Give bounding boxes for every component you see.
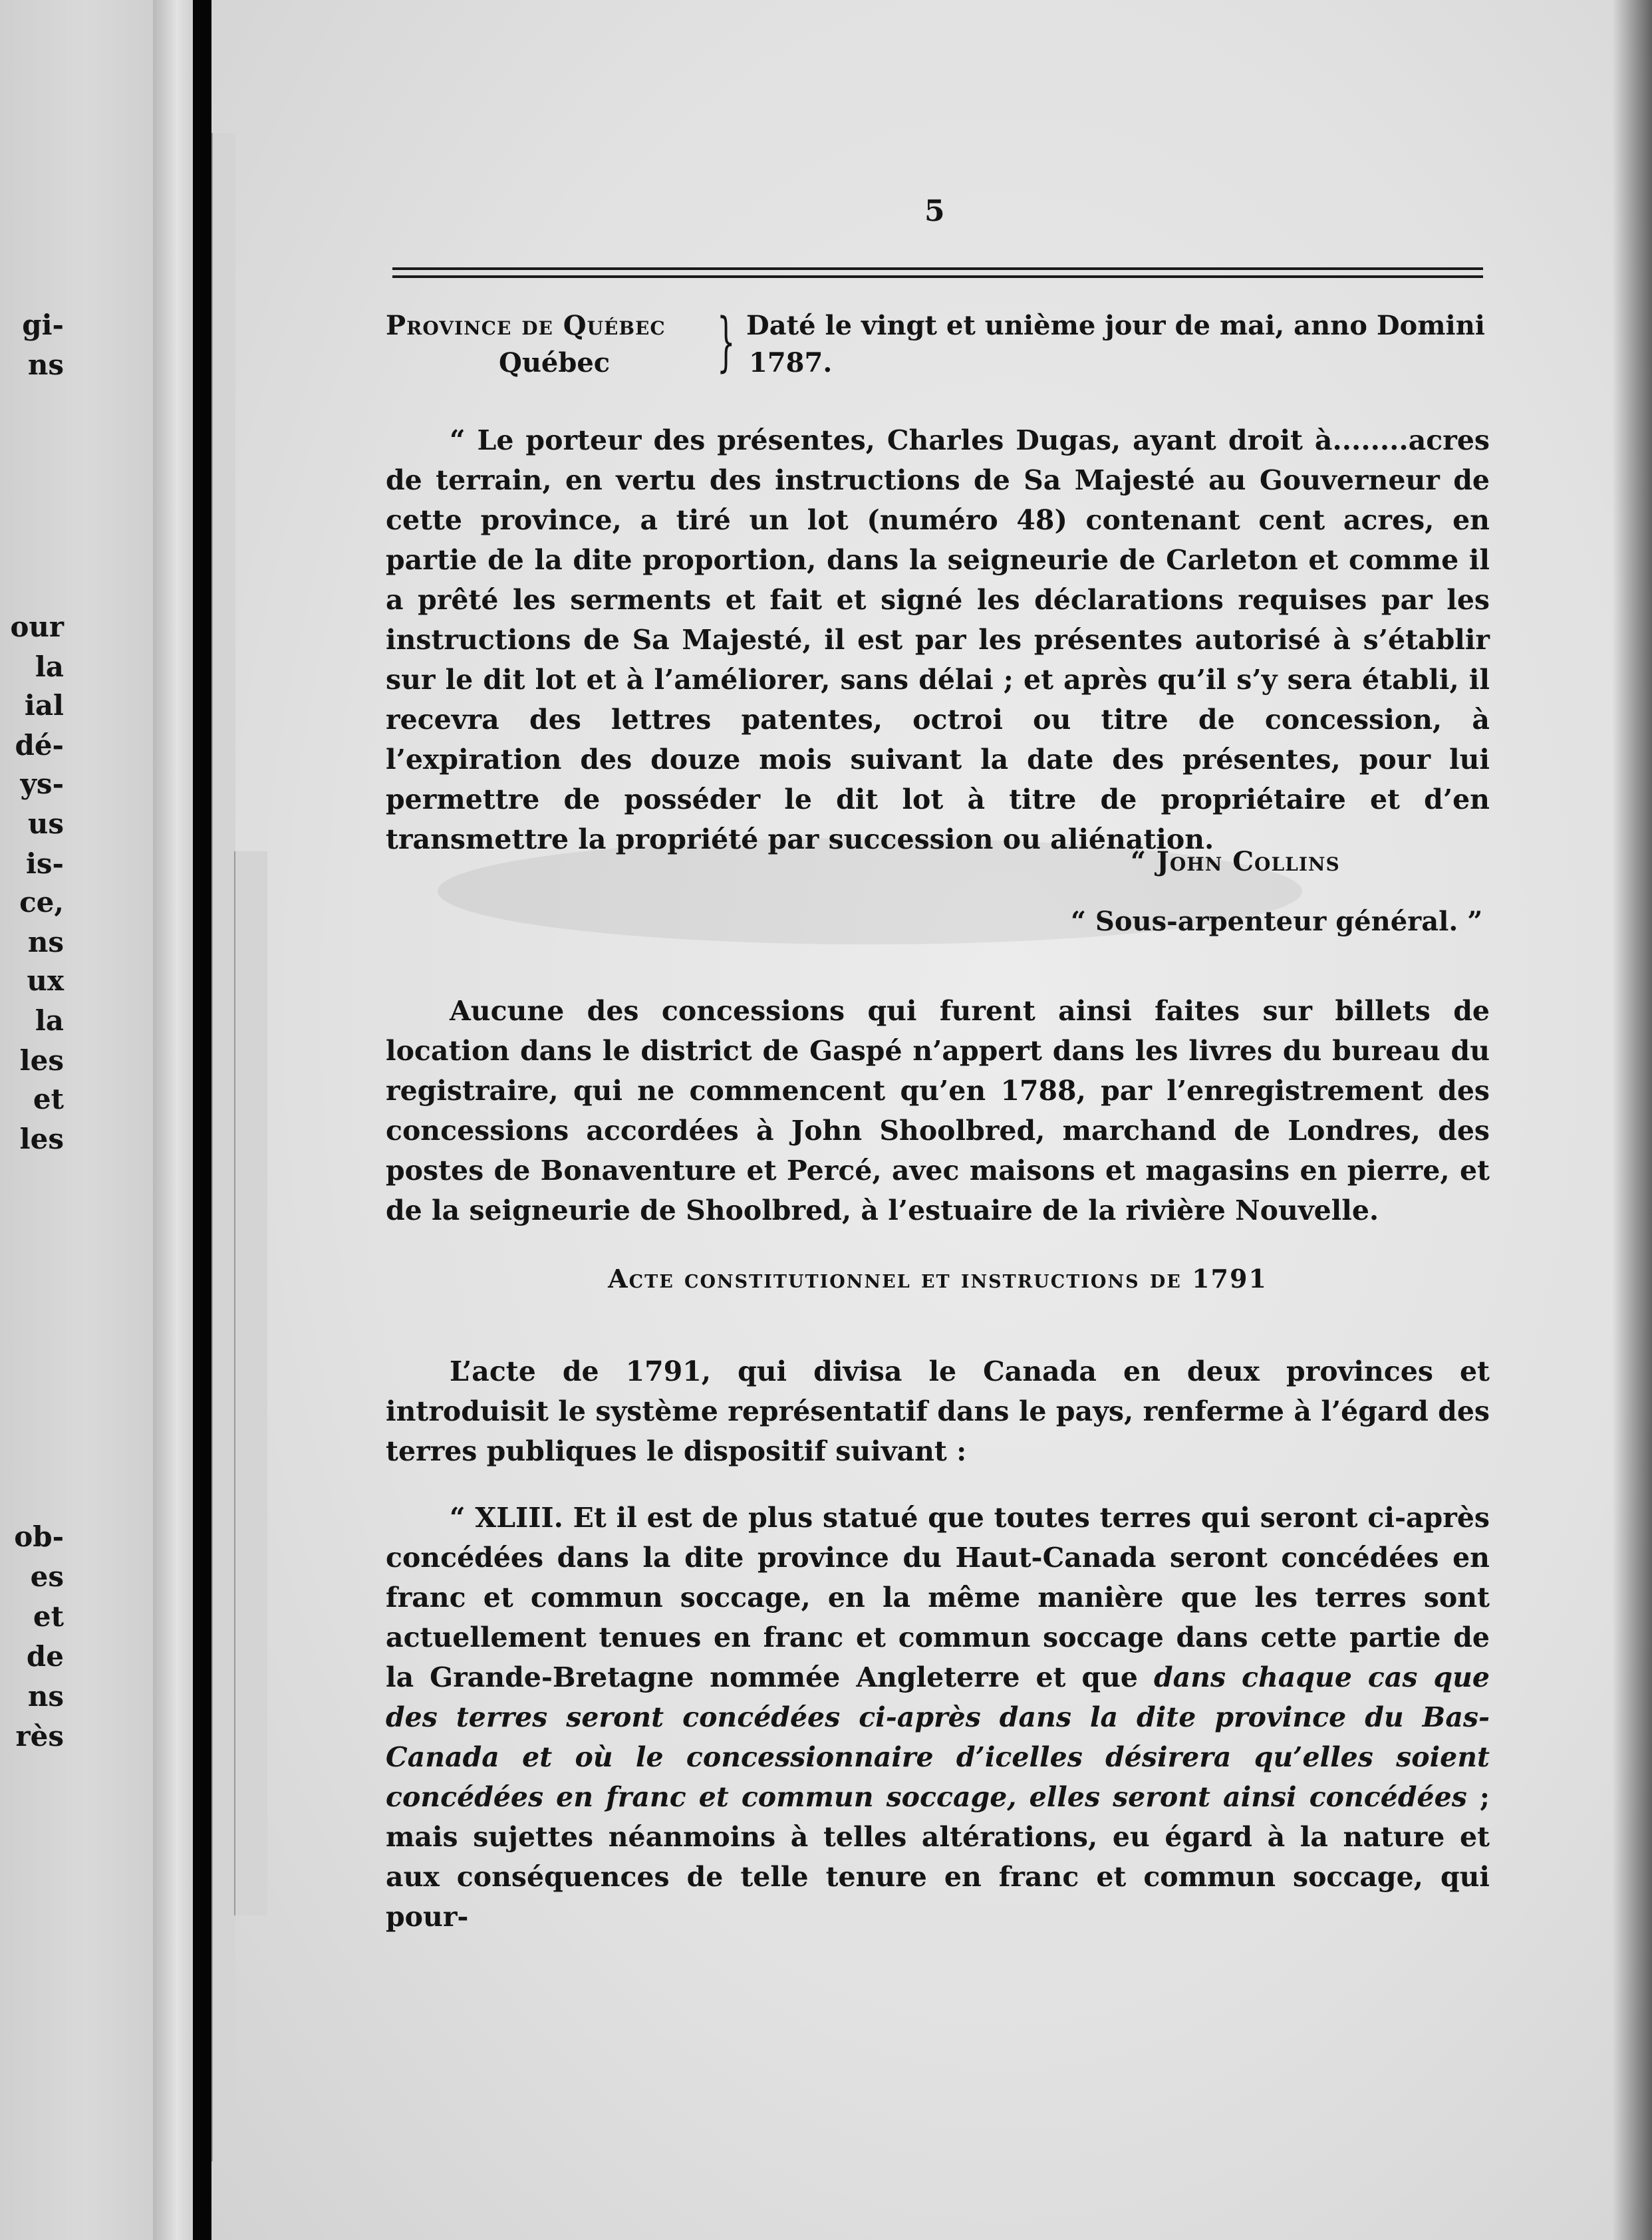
facing-text-fragment: our bbox=[10, 611, 64, 643]
header-date bbox=[746, 307, 1490, 382]
page-fold bbox=[153, 0, 193, 2240]
facing-text-fragment: et bbox=[33, 1600, 64, 1633]
province-label: Province de Québec bbox=[386, 310, 666, 341]
facing-text-fragment: rès bbox=[15, 1720, 64, 1752]
facing-text-fragment: dé- bbox=[15, 729, 64, 762]
header-brace: } bbox=[717, 305, 736, 379]
paragraph-acte-1791: L’acte de 1791, qui divisa le Canada en deux provinces et introduisit le système représentatif dans le pays, renferme à l’égard des terres publiques le dispositif suivant : bbox=[386, 1355, 1490, 1467]
document-header bbox=[386, 307, 1490, 387]
facing-text-fragment: la bbox=[35, 650, 64, 683]
facing-text-fragment: ce, bbox=[19, 886, 64, 918]
header-location bbox=[386, 307, 718, 382]
facing-text-fragment: et bbox=[33, 1083, 64, 1115]
facing-text-fragment: la bbox=[35, 1004, 64, 1037]
book-spine bbox=[193, 0, 211, 2240]
binding-strip bbox=[211, 133, 235, 2162]
page-number: 5 bbox=[924, 194, 945, 228]
signature-title: “ Sous-arpenteur général. ” bbox=[1071, 906, 1483, 937]
article-text: ; mais sujettes néanmoins à telles altérations, eu égard à la nature et aux conséquences de telle tenure en franc et commun soccage, qui pour- bbox=[386, 1781, 1490, 1933]
article-text: “ XLIII. Et il est de plus statué que toutes terres qui seront ci-après concédées dans la dite province du Haut-Canada seront concédées en franc et commun soccage, en la même manière que les terres sont actuellement tenues en franc et commun soccage dans cette partie de la Grande-Bretagne nommée Angleterre et que bbox=[386, 1502, 1490, 1693]
facing-text-fragment: de bbox=[26, 1640, 64, 1673]
facing-text-fragment: ns bbox=[27, 349, 64, 381]
facing-text-fragment: ns bbox=[27, 926, 64, 958]
header-rule bbox=[392, 267, 1483, 270]
header-rule bbox=[392, 275, 1483, 278]
signature-name: “ John Collins bbox=[1131, 846, 1340, 877]
facing-text-fragment: ns bbox=[27, 1680, 64, 1713]
page-edge-shadow bbox=[1612, 0, 1652, 2240]
binding-strip bbox=[234, 851, 267, 1915]
facing-text-fragment: les bbox=[19, 1123, 64, 1155]
article-italic-text: dans chaque cas que des terres seront concédées ci-après dans la dite province du Bas-Canada et où le concessionnaire d’icelles désirera qu’elles soient concédées en franc et commun soccage, elles seront ainsi concédées bbox=[386, 1661, 1490, 1813]
facing-text-fragment: ial bbox=[24, 689, 64, 722]
facing-text-fragment: us bbox=[27, 807, 64, 840]
facing-text-fragment: les bbox=[19, 1044, 64, 1077]
date-line: Daté le vingt et unième jour de mai, anno Domini bbox=[746, 310, 1485, 341]
date-line: 1787. bbox=[749, 347, 833, 378]
facing-text-fragment: es bbox=[30, 1560, 64, 1593]
facing-text-fragment: ux bbox=[27, 964, 64, 997]
facing-page bbox=[0, 0, 193, 2240]
paragraph-article-xliii bbox=[386, 1498, 1490, 1937]
facing-text-fragment: is- bbox=[25, 847, 64, 880]
paragraph-certificate: “ Le porteur des présentes, Charles Dugas, ayant droit à........acres de terrain, en vertu des instructions de Sa Majesté au Gouverneur de cette province, a tiré un lot (numéro 48) contenant cent acres, en partie de la dite proportion, dans la seigneurie de Carleton et comme il a prêté les serments et fait et signé les déclarations requises par les instructions de Sa Majesté, il est par les présentes autorisé à s’établir sur le dit lot et à l’améliorer, sans délai ; et après qu’il s’y sera établi, il recevra des lettres patentes, octroi ou titre de concession, à l’expiration des douze mois suivant la date des présentes, pour lui permettre de posséder le dit lot à titre de propriétaire et d’en transmettre la propriété par succession ou aliénation. bbox=[386, 424, 1490, 855]
paragraph-gaspe-concessions: Aucune des concessions qui furent ainsi faites sur billets de location dans le district de Gaspé n’appert dans les livres du bureau du registraire, qui ne commencent qu’en 1788, par l’enregistrement des concessions accordées à John Shoolbred, marchand de Londres, des postes de Bonaventure et Percé, avec maisons et magasins en pierre, et de la seigneurie de Shoolbred, à l’estuaire de la rivière Nouvelle. bbox=[386, 995, 1490, 1226]
facing-text-fragment: gi- bbox=[22, 309, 64, 341]
section-heading: Acte constitutionnel et instructions de 1791 bbox=[608, 1264, 1268, 1294]
facing-text-fragment: ys- bbox=[20, 768, 64, 800]
facing-text-fragment: ob- bbox=[14, 1520, 64, 1553]
city-label: Québec bbox=[499, 347, 611, 378]
